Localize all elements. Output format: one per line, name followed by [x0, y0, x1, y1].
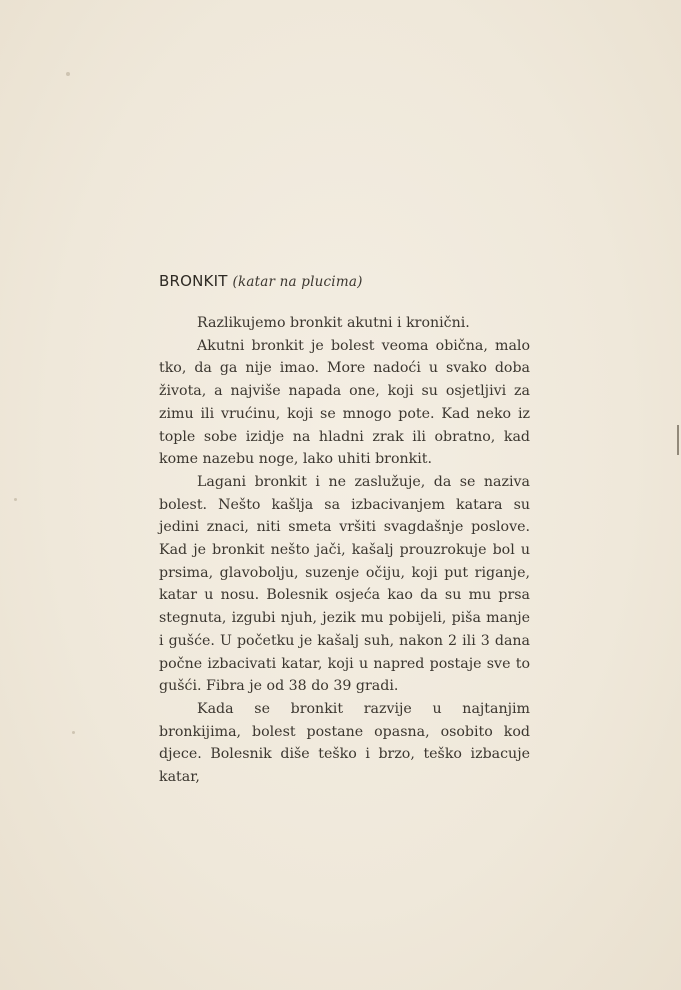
paper-speck — [66, 72, 70, 76]
article — [159, 266, 530, 789]
page-edge-mark — [677, 425, 679, 455]
heading-title: BRONKIT — [159, 272, 228, 290]
article-heading — [159, 266, 530, 297]
paragraph-3: Lagani bronkit i ne zaslužuje, da se naziva bolest. Nešto kašlja sa izbacivanjem katara su jedini znaci, niti smeta vršiti svagdašnje poslove. Kad je bronkit nešto jači, kašalj prouzrokuje bol u prsima, glavobolju, suzenje očiju, koji put riganje, katar u nosu. Bolesnik osjeća kao da su mu prsa stegnuta, izgubi njuh, jezik mu pobijeli, piša manje i gušće. U početku je kašalj suh, nakon 2 ili 3 dana počne izbacivati katar, koji u napred postaje sve to gušći. Fibra je od 38 do 39 gradi. — [159, 473, 530, 695]
paragraph-4: Kada se bronkit razvije u najtanjim bronkijima, bolest postane opasna, osobito kod djece. Bolesnik diše teško i brzo, teško izbacuje katar, — [159, 700, 530, 786]
paper-speck — [14, 498, 17, 501]
heading-subtitle: (katar na plucima) — [232, 274, 363, 290]
paragraph-1: Razlikujemo bronkit akutni i kronični. — [197, 315, 470, 331]
paper-speck — [72, 731, 75, 734]
paragraph-2: Akutni bronkit je bolest veoma obična, malo tko, da ga nije imao. More nadoći u svako doba života, a najviše napada one, koji su osjetljivi za zimu ili vrućinu, koji se mnogo pote. Kad neko iz tople sobe izidje na hladni zrak ili obratno, kad kome nazebu noge, lako uhiti bronkit. — [159, 337, 530, 468]
